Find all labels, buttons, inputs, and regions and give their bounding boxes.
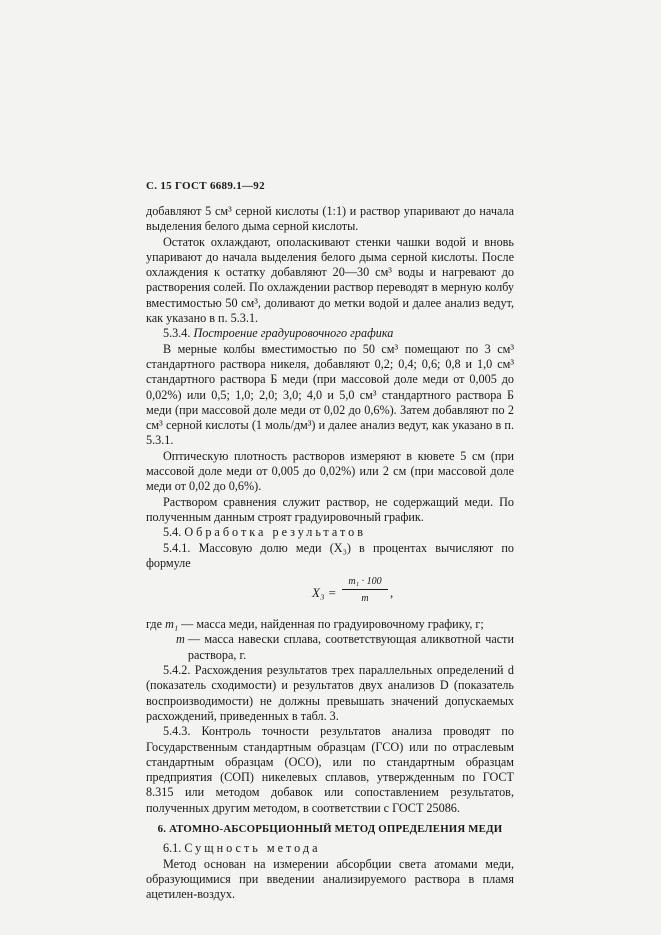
formula-lhs: X₃ = — [312, 585, 337, 601]
where-m-row — [176, 632, 514, 663]
formula-fraction — [342, 575, 388, 605]
section-5-3-4-heading — [146, 326, 514, 341]
paragraph-residue-cooling: Остаток охлаждают, ополаскивают стенки чашки водой и вновь упаривают до начала выделения белого дыма серной кислоты. После охлаждения к остатку добавляют 20—30 см³ воды и нагревают до растворения солей. По охлаждении раствор переводят в мерную колбу вместимостью 50 см³, доливают до метки водой и далее анализ ведут, как указано в п. 5.3.1. — [146, 234, 514, 326]
paragraph-optical-density: Оптическую плотность растворов измеряют в кювете 5 см (при массовой доле меди от 0,005 до 0,02%) или 2 см (при массовой доле меди от 0,02 до 0,6%). — [146, 448, 514, 494]
fraction-bar — [342, 589, 388, 590]
section-title: Обработка результатов — [184, 525, 367, 540]
symbol-m1: m₁ — [165, 617, 179, 632]
where-m-text: — масса навески сплава, соответствующая аликвотной части раствора, г. — [187, 632, 514, 662]
paragraph-accuracy-control: 5.4.3. Контроль точности результатов анализа проводят по Государственным стандартным образцам (ГСО) или по отраслевым стандартным образцам (ОСО), или по стандартным образцам предприятия (СОП) никелевых сплавов, утвержденным по ГОСТ 8.315 или методом добавок или сопоставлением результатов, полученных другим методом, в соответствии с ГОСТ 25086. — [146, 724, 514, 815]
section-title: Построение градуировочного графика — [193, 326, 394, 341]
section-number: 5.3.4. — [163, 326, 191, 341]
section-number: 6.1. — [163, 841, 182, 856]
symbol-m: m — [176, 632, 185, 647]
paragraph-mass-fraction: 5.4.1. Массовую долю меди (X₃) в процентах вычисляют по формуле — [146, 540, 514, 570]
page-header: С. 15 ГОСТ 6689.1—92 — [146, 180, 265, 192]
paragraph-method-essence: Метод основан на измерении абсорбции света атомами меди, образующимися при введении анализируемого раствора в пламя ацетилен-воздух. — [146, 856, 514, 902]
paragraph-reference-solution: Раствором сравнения служит раствор, не содержащий меди. По полученным данным строят градуировочный график. — [146, 494, 514, 524]
formula-numerator: m₁ · 100 — [348, 576, 382, 588]
formula-denominator: m — [361, 593, 369, 605]
paragraph-acid-addition: добавляют 5 см³ серной кислоты (1:1) и раствор упаривают до начала выделения белого дыма серной кислоты. — [146, 204, 514, 234]
section-number: 5.4. — [163, 525, 182, 540]
paragraph-discrepancies: 5.4.2. Расхождения результатов трех параллельных определений d (показатель сходимости) и результатов двух анализов D (показатель воспроизводимости) не должны превышать значений допускаемых расхождений, приведенных в табл. 3. — [146, 663, 514, 723]
document-body — [146, 204, 514, 902]
paragraph-calibration-procedure: В мерные колбы вместимостью по 50 см³ помещают по 3 см³ стандартного раствора никеля, добавляют 0,2; 0,4; 0,6; 0,8 и 1,0 см³ стандартного раствора Б меди (при массовой доле меди от 0,005 до 0,02%) или 0,5; 1,0; 2,0; 3,0; 4,0 и 5,0 см³ стандартного раствора Б меди (при массовой доле меди от 0,02 до 0,6%). Затем добавляют по 2 см³ серной кислоты (1 моль/дм³) и далее анализ ведут, как указано в п. 5.3.1. — [146, 341, 514, 448]
formula-copper-mass-fraction — [146, 575, 514, 613]
section-6-heading: 6. АТОМНО-АБСОРБЦИОННЫЙ МЕТОД ОПРЕДЕЛЕНИЯ МЕДИ — [157, 822, 503, 835]
section-6-1-heading — [146, 841, 514, 856]
where-intro: где — [146, 617, 163, 632]
section-5-4-heading — [146, 525, 514, 540]
where-m1-row — [146, 617, 514, 632]
where-m1-text: — масса меди, найденная по градуировочному графику, г; — [181, 617, 484, 632]
section-title: Сущность метода — [184, 841, 321, 856]
formula-tail: , — [390, 585, 394, 601]
